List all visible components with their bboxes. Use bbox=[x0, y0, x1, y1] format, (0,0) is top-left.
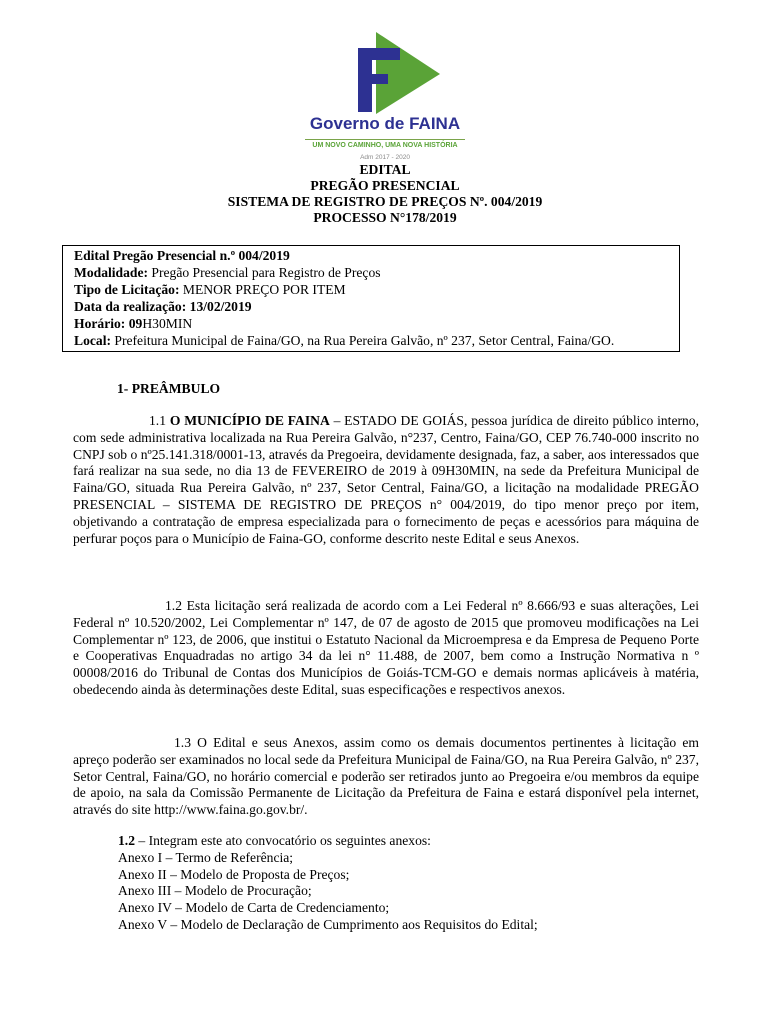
annex-item: Anexo I – Termo de Referência; bbox=[118, 849, 294, 865]
paragraph-1-3: 1.3 O Edital e seus Anexos, assim como os demais documentos pertinentes à licitação em apreço poderão ser examinados no local sede da Prefeitura Municipal de Faina/GO, na Rua Pereira Galvão, nº 237, Setor Central, Faina/GO, no horário comercial e poderão ser retirados junto ao Pregoeira e/ou membros da equipe de apoio, na sala da Comissão Permanente de Licitação da Prefeitura de Faina e estará disponível pela internet, através do site http://www.faina.go.gov.br/. bbox=[73, 735, 699, 818]
summary-tipo: Tipo de Licitação: MENOR PREÇO POR ITEM bbox=[74, 282, 346, 297]
logo-title: Governo de FAINA bbox=[309, 114, 461, 133]
annex-intro: 1.2 – Integram este ato convocatório os seguintes anexos: bbox=[118, 833, 431, 848]
annex-item: Anexo V – Modelo de Declaração de Cumprimento aos Requisitos do Edital; bbox=[118, 916, 538, 932]
summary-modalidade: Modalidade: Pregão Presencial para Registro de Preços bbox=[74, 265, 381, 280]
logo-slogan: UM NOVO CAMINHO, UMA NOVA HISTÓRIA bbox=[312, 142, 458, 149]
governo-faina-logo bbox=[300, 30, 470, 164]
summary-edital: Edital Pregão Presencial n.º 004/2019 bbox=[74, 248, 290, 263]
annex-item: Anexo IV – Modelo de Carta de Credenciamento; bbox=[118, 900, 390, 916]
annex-item: Anexo II – Modelo de Proposta de Preços; bbox=[118, 866, 350, 882]
faina-emblem-icon bbox=[342, 30, 446, 114]
header-line-srp: SISTEMA DE REGISTRO DE PREÇOS Nº. 004/2019 bbox=[227, 194, 543, 209]
header-line-processo: PROCESSO N°178/2019 bbox=[313, 210, 457, 225]
summary-data: Data da realização: 13/02/2019 bbox=[74, 299, 252, 314]
annex-item: Anexo III – Modelo de Procuração; bbox=[118, 883, 312, 899]
annex-list bbox=[118, 833, 718, 934]
summary-horario: Horário: 09H30MIN bbox=[74, 316, 193, 331]
logo-admin-period: Adm 2017 - 2020 bbox=[360, 154, 410, 161]
section-title-preambulo: 1- PREÂMBULO bbox=[117, 381, 221, 396]
paragraph-1-2: 1.2 Esta licitação será realizada de acordo com a Lei Federal nº 8.666/93 e suas alterações, Lei Federal nº 10.520/2002, Lei Complementar nº 147, de 07 de agosto de 2015 que promoveu modificações na Lei Complementar nº 123, de 2006, que institui o Estatuto Nacional da Microempresa e da Empresa de Pequeno Porte e Cooperativas Enquadradas no artigo 34 da lei n° 11.488, de 2007, bem como a Instrução Normativa n º 00008/2016 do Tribunal de Contas dos Municípios de Goiás-TCM-GO e demais normas aplicáveis à matéria, obedecendo ainda às determinações deste Edital, suas especificações e respectivos anexos. bbox=[73, 598, 699, 697]
header-line-pregao: PREGÃO PRESENCIAL bbox=[310, 178, 460, 193]
summary-local: Local: Prefeitura Municipal de Faina/GO, na Rua Pereira Galvão, nº 237, Setor Central, Faina/GO. bbox=[74, 333, 615, 348]
paragraph-1-1: 1.1 O MUNICÍPIO DE FAINA – ESTADO DE GOIÁS, pessoa jurídica de direito público interno, com sede administrativa localizada na Rua Pereira Galvão, n°237, Centro, Faina/GO, CEP 76.740-000 inscrito no CNPJ sob o nº25.141.318/0001-13, através da Pregoeira, devidamente designada, faz, a saber, aos interessados que fará realizar na sua sede, no dia 13 de FEVEREIRO de 2019 à 09H30MIN, na sede da Prefeitura Municipal de Faina/GO, situada Rua Pereira Galvão, nº 237, Setor Central, Faina/GO, a licitação na modalidade PREGÃO PRESENCIAL – SISTEMA DE REGISTRO DE PREÇOS n° 004/2019, do tipo menor preço por item, objetivando a contratação de empresa especializada para o fornecimento de peças e acessórios para máquina de perfurar poços para o Município de Faina-GO, conforme descrito neste Edital e seus Anexos. bbox=[73, 413, 700, 546]
logo-divider bbox=[305, 139, 465, 140]
summary-box bbox=[62, 245, 680, 352]
header-line-edital: EDITAL bbox=[359, 162, 411, 177]
document-header bbox=[0, 162, 770, 226]
